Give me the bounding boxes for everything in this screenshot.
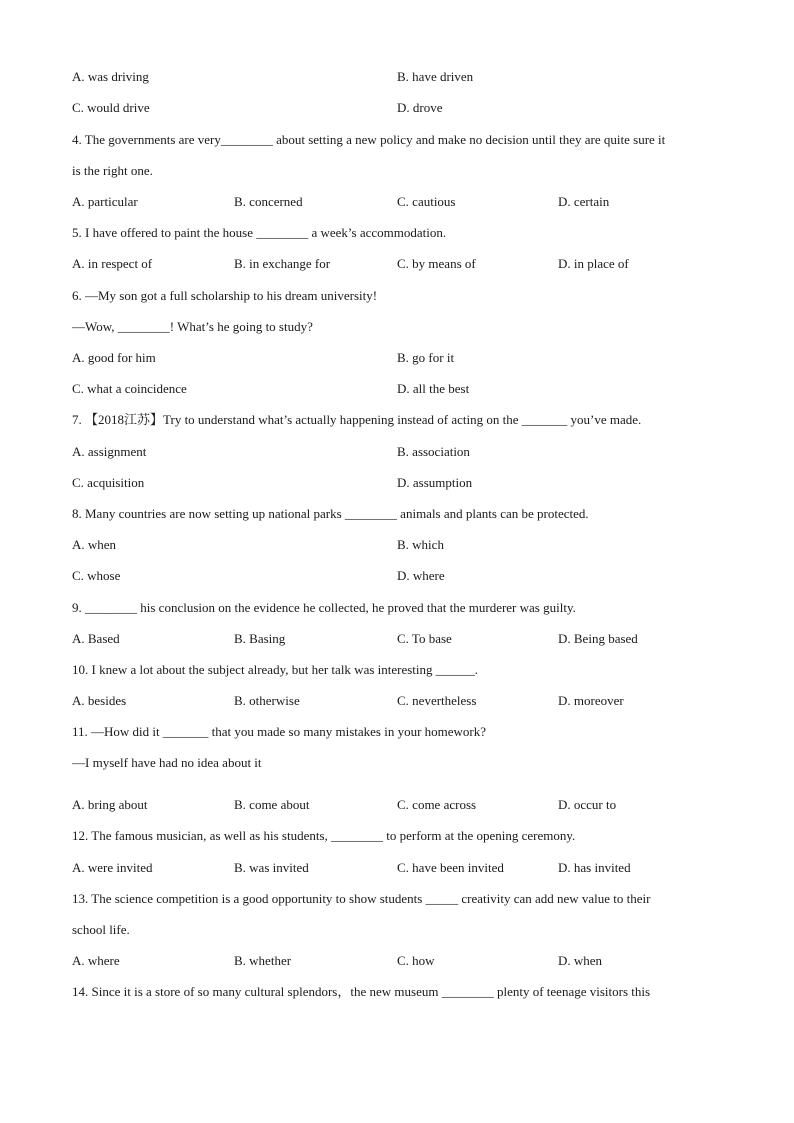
q13-option-a: A. where bbox=[72, 953, 120, 968]
q3-option-a: A. was driving bbox=[72, 69, 149, 84]
q9-option-a: A. Based bbox=[72, 631, 120, 646]
q11-option-a: A. bring about bbox=[72, 797, 148, 812]
q7-option-b: B. association bbox=[397, 444, 470, 459]
q4-option-c: C. cautious bbox=[397, 194, 456, 209]
q8-option-c: C. whose bbox=[72, 568, 121, 583]
q13-option-c: C. how bbox=[397, 953, 435, 968]
q11-option-b: B. come about bbox=[234, 797, 310, 812]
q13-stem-line-2: school life. bbox=[72, 922, 130, 937]
q13-stem-line-1: 13. The science competition is a good opportunity to show students _____ creativity can add new value to their bbox=[72, 891, 651, 906]
q7-option-a: A. assignment bbox=[72, 444, 147, 459]
q11-stem-line-1: 11. —How did it _______ that you made so many mistakes in your homework? bbox=[72, 724, 487, 739]
q7-stem: 7. 【2018江苏】Try to understand what’s actually happening instead of acting on the _______ you’ve made. bbox=[72, 412, 642, 427]
q5-option-a: A. in respect of bbox=[72, 256, 153, 271]
q3-option-c: C. would drive bbox=[72, 100, 150, 115]
q6-option-c: C. what a coincidence bbox=[72, 381, 187, 396]
q8-option-d: D. where bbox=[397, 568, 445, 583]
q4-option-b: B. concerned bbox=[234, 194, 303, 209]
q8-option-b: B. which bbox=[397, 537, 444, 552]
q4-stem-line-1: 4. The governments are very________ about setting a new policy and make no decision until they are quite sure it bbox=[72, 132, 666, 147]
q9-stem: 9. ________ his conclusion on the evidence he collected, he proved that the murderer was guilty. bbox=[72, 600, 576, 615]
q6-option-a: A. good for him bbox=[72, 350, 156, 365]
q12-option-b: B. was invited bbox=[234, 860, 309, 875]
q10-stem: 10. I knew a lot about the subject already, but her talk was interesting ______. bbox=[72, 662, 479, 677]
q12-option-a: A. were invited bbox=[72, 860, 153, 875]
q11-stem-line-2: —I myself have had no idea about it bbox=[72, 755, 262, 770]
q8-stem: 8. Many countries are now setting up national parks ________ animals and plants can be protected. bbox=[72, 506, 589, 521]
q5-option-c: C. by means of bbox=[397, 256, 476, 271]
q3-option-d: D. drove bbox=[397, 100, 443, 115]
q13-option-d: D. when bbox=[558, 953, 603, 968]
q8-option-a: A. when bbox=[72, 537, 117, 552]
q11-option-d: D. occur to bbox=[558, 797, 617, 812]
q7-option-c: C. acquisition bbox=[72, 475, 145, 490]
q10-option-c: C. nevertheless bbox=[397, 693, 477, 708]
q10-option-a: A. besides bbox=[72, 693, 127, 708]
q10-option-d: D. moreover bbox=[558, 693, 624, 708]
q12-option-d: D. has invited bbox=[558, 860, 631, 875]
q12-stem: 12. The famous musician, as well as his students, ________ to perform at the opening ceremony. bbox=[72, 828, 576, 843]
q12-option-c: C. have been invited bbox=[397, 860, 504, 875]
q4-option-a: A. particular bbox=[72, 194, 138, 209]
q9-option-c: C. To base bbox=[397, 631, 452, 646]
q9-option-b: B. Basing bbox=[234, 631, 286, 646]
q9-option-d: D. Being based bbox=[558, 631, 638, 646]
q6-option-d: D. all the best bbox=[397, 381, 470, 396]
q6-stem-line-2: —Wow, ________! What’s he going to study? bbox=[72, 319, 313, 334]
q5-option-b: B. in exchange for bbox=[234, 256, 331, 271]
q5-stem: 5. I have offered to paint the house ________ a week’s accommodation. bbox=[72, 225, 447, 240]
q4-stem-line-2: is the right one. bbox=[72, 163, 153, 178]
q13-option-b: B. whether bbox=[234, 953, 292, 968]
q7-option-d: D. assumption bbox=[397, 475, 473, 490]
q5-option-d: D. in place of bbox=[558, 256, 629, 271]
q11-option-c: C. come across bbox=[397, 797, 477, 812]
q3-option-b: B. have driven bbox=[397, 69, 474, 84]
q10-option-b: B. otherwise bbox=[234, 693, 300, 708]
q6-stem-line-1: 6. —My son got a full scholarship to his dream university! bbox=[72, 288, 378, 303]
q6-option-b: B. go for it bbox=[397, 350, 455, 365]
q4-option-d: D. certain bbox=[558, 194, 610, 209]
q14-stem: 14. Since it is a store of so many cultural splendors，the new museum ________ plenty of teenage visitors this bbox=[72, 984, 651, 999]
